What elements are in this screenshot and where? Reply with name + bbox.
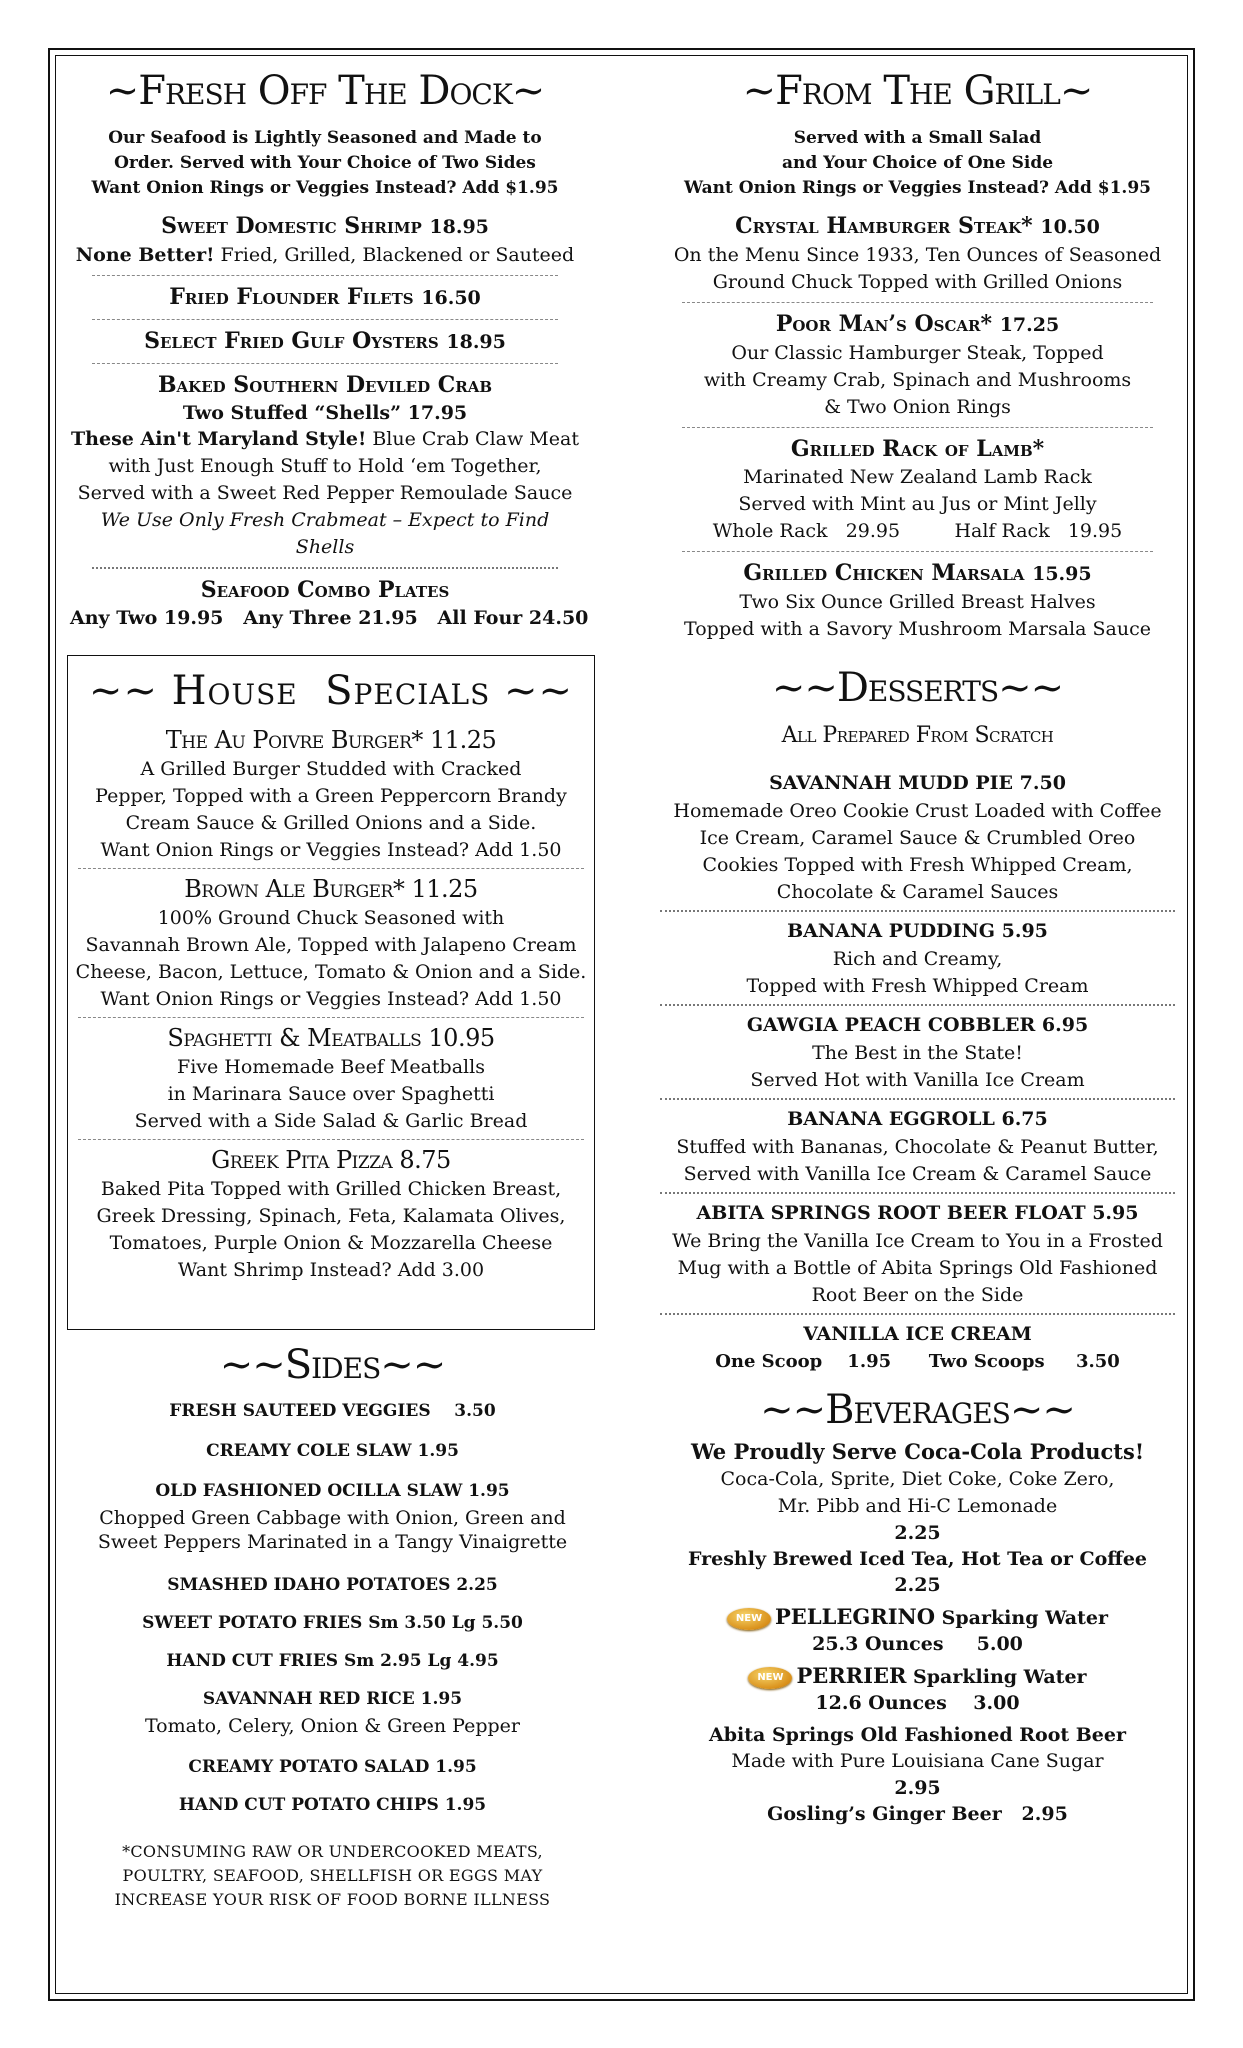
perrier-size: 12.6 Ounces 3.00 <box>815 1692 1020 1714</box>
dock-intro <box>70 126 580 201</box>
coke-price: 2.25 <box>894 1522 941 1544</box>
divider <box>92 363 558 364</box>
side-item: HAND CUT POTATO CHIPS 1.95 <box>178 1795 487 1815</box>
steak-desc <box>660 242 1175 296</box>
shrimp-name: Sweet Domestic Shrimp <box>161 213 422 239</box>
spaghetti-line: in Marinara Sauce over Spaghetti <box>167 1083 495 1105</box>
sides-section <box>70 1340 595 1912</box>
crab-title: Baked Southern Deviled Crab <box>157 372 493 398</box>
desserts-subtitle: All Prepared From Scratch <box>781 723 1054 748</box>
oysters-name: Select Fried Gulf Oysters <box>144 328 439 354</box>
brown-ale-title: Brown Ale Burger* 11.25 <box>184 875 478 903</box>
lamb-desc <box>660 464 1175 545</box>
brown-ale-line: Cheese, Bacon, Lettuce, Tomato & Onion and a Side. <box>75 961 587 983</box>
divider <box>682 551 1153 552</box>
lamb-prices: Whole Rack 29.95 Half Rack 19.95 <box>712 520 1123 542</box>
eggroll-line: Stuffed with Bananas, Chocolate & Peanut Butter, <box>676 1136 1159 1158</box>
greek-pita-line: Greek Dressing, Spinach, Feta, Kalamata Olives, <box>96 1205 566 1227</box>
coke-line: Coca-Cola, Sprite, Diet Coke, Coke Zero, <box>720 1468 1115 1490</box>
divider <box>92 567 558 569</box>
fresh-off-dock-section <box>70 60 589 631</box>
grill-intro-line: and Your Choice of One Side <box>781 153 1054 173</box>
shrimp-title <box>70 211 580 242</box>
divider <box>660 910 1175 912</box>
dock-intro-line: Order. Served with Your Choice of Two Sides <box>114 153 536 173</box>
ice-cream-title: VANILLA ICE CREAM <box>803 1323 1032 1345</box>
house-specials-title: ~~ House Specials ~~ <box>88 668 574 714</box>
shrimp-price: 18.95 <box>429 216 489 238</box>
steak-name: Crystal Hamburger Steak* <box>735 213 1033 239</box>
spaghetti-title: Spaghetti & Meatballs 10.95 <box>167 1024 495 1052</box>
float-title: ABITA SPRINGS ROOT BEER FLOAT 5.95 <box>696 1202 1139 1224</box>
float-line: Root Beer on the Side <box>811 1284 1024 1306</box>
combo-prices: Any Two 19.95 Any Three 21.95 All Four 24.50 <box>70 607 589 629</box>
new-badge-icon: NEW <box>727 1608 771 1630</box>
oysters-price: 18.95 <box>446 331 506 353</box>
dock-intro-line: Our Seafood is Lightly Seasoned and Made to <box>108 128 542 148</box>
perrier-desc: Sparkling Water <box>906 1666 1087 1688</box>
divider <box>660 1098 1175 1100</box>
lamb-title: Grilled Rack of Lamb* <box>790 436 1045 462</box>
tea-title: Freshly Brewed Iced Tea, Hot Tea or Coffee <box>687 1548 1148 1570</box>
pudding-desc <box>660 946 1175 1000</box>
divider <box>92 275 558 276</box>
divider <box>78 1017 584 1018</box>
greek-pita-line: Want Shrimp Instead? Add 3.00 <box>177 1259 485 1281</box>
shrimp-desc <box>70 242 580 269</box>
ice-cream-prices: One Scoop 1.95 Two Scoops 3.50 <box>715 1351 1120 1372</box>
spaghetti-line: Five Homemade Beef Meatballs <box>177 1056 485 1078</box>
steak-title <box>660 211 1175 242</box>
side-item: SWEET POTATO FRIES Sm 3.50 Lg 5.50 <box>142 1613 523 1633</box>
steak-line: On the Menu Since 1933, Ten Ounces of Seasoned <box>673 244 1162 266</box>
sides-title: ~~Sides~~ <box>219 1342 446 1388</box>
gosling-row: Gosling’s Ginger Beer 2.95 <box>767 1803 1068 1825</box>
pellegrino-desc: Sparking Water <box>935 1607 1108 1629</box>
eggroll-line: Served with Vanilla Ice Cream & Caramel Sauce <box>683 1163 1152 1185</box>
house-specials-box <box>67 655 595 1330</box>
cobbler-title: GAWGIA PEACH COBBLER 6.95 <box>746 1014 1089 1036</box>
side-item: HAND CUT FRIES Sm 2.95 Lg 4.95 <box>166 1651 499 1671</box>
side-item: OLD FASHIONED OCILLA SLAW 1.95 <box>155 1481 510 1501</box>
pellegrino-name: PELLEGRINO <box>775 1604 936 1629</box>
side-item: SMASHED IDAHO POTATOES 2.25 <box>167 1575 498 1595</box>
dock-intro-line: Want Onion Rings or Veggies Instead? Add $1.95 <box>91 178 559 198</box>
crab-sub: Two Stuffed “Shells” 17.95 <box>182 402 468 424</box>
pellegrino-size: 25.3 Ounces 5.00 <box>812 1633 1023 1655</box>
au-poivre-title: The Au Poivre Burger* 11.25 <box>165 726 497 754</box>
float-desc <box>660 1228 1175 1309</box>
crab-desc-line: with Just Enough Stuff to Hold ‘em Together, <box>108 455 542 477</box>
oscar-line: & Two Onion Rings <box>824 396 1011 418</box>
coke-line: Mr. Pibb and Hi-C Lemonade <box>777 1495 1058 1517</box>
eggroll-title: BANANA EGGROLL 6.75 <box>787 1108 1048 1130</box>
rice-desc: Tomato, Celery, Onion & Green Pepper <box>144 1715 521 1737</box>
pellegrino-row <box>660 1604 1175 1631</box>
disclaimer-line: INCREASE YOUR RISK OF FOOD BORNE ILLNESS <box>114 1890 551 1909</box>
ocilla-desc-line: Sweet Peppers Marinated in a Tangy Vinaigrette <box>97 1531 568 1553</box>
crab-desc-line <box>70 426 580 453</box>
divider <box>660 1313 1175 1315</box>
oscar-desc <box>660 340 1175 421</box>
disclaimer-line: *CONSUMING RAW OR UNDERCOOKED MEATS, <box>122 1842 543 1861</box>
oysters-title <box>70 326 580 357</box>
abita-price: 2.95 <box>894 1777 941 1799</box>
chicken-desc <box>660 589 1175 643</box>
flounder-price: 16.50 <box>421 287 481 309</box>
right-column <box>660 60 1175 1827</box>
crab-lead: These Ain't Maryland Style! <box>71 428 367 450</box>
flounder-title <box>70 282 580 313</box>
crab-note: We Use Only Fresh Crabmeat – Expect to Find Shells <box>100 509 550 558</box>
mudd-pie-desc <box>660 798 1175 906</box>
greek-pita-title: Greek Pita Pizza 8.75 <box>211 1146 451 1174</box>
greek-pita-desc <box>68 1176 594 1284</box>
divider <box>682 302 1153 303</box>
mudd-pie-line: Homemade Oreo Cookie Crust Loaded with Coffee <box>673 800 1162 822</box>
divider <box>78 1139 584 1140</box>
new-badge-icon: NEW <box>748 1667 792 1689</box>
pudding-line: Topped with Fresh Whipped Cream <box>746 975 1089 997</box>
greek-pita-line: Tomatoes, Purple Onion & Mozzarella Cheese <box>109 1232 553 1254</box>
cobbler-line: Served Hot with Vanilla Ice Cream <box>750 1069 1085 1091</box>
oscar-line: Our Classic Hamburger Steak, Topped <box>731 342 1104 364</box>
oscar-price: 17.25 <box>999 314 1060 336</box>
steak-price: 10.50 <box>1040 216 1100 238</box>
shrimp-lead: None Better! <box>75 244 215 266</box>
brown-ale-line: Want Onion Rings or Veggies Instead? Add 1.50 <box>100 988 562 1010</box>
disclaimer-line: POULTRY, SEAFOOD, SHELLFISH OR EGGS MAY <box>122 1866 543 1885</box>
grill-title: ~From The Grill~ <box>742 68 1093 114</box>
crab-desc-line: Served with a Sweet Red Pepper Remoulade Sauce <box>77 482 573 504</box>
spaghetti-desc <box>68 1054 594 1135</box>
side-item: FRESH SAUTEED VEGGIES 3.50 <box>169 1401 496 1421</box>
side-item: SAVANNAH RED RICE 1.95 <box>202 1689 463 1709</box>
abita-desc: Made with Pure Louisiana Cane Sugar <box>731 1750 1104 1772</box>
brown-ale-desc <box>68 905 594 1013</box>
chicken-line: Topped with a Savory Mushroom Marsala Sauce <box>684 618 1151 640</box>
oscar-name: Poor Man’s Oscar* <box>775 311 993 337</box>
divider <box>92 319 558 320</box>
oscar-title <box>660 309 1175 340</box>
shrimp-desc-text: Fried, Grilled, Blackened or Sauteed <box>214 244 575 266</box>
greek-pita-line: Baked Pita Topped with Grilled Chicken Breast, <box>100 1178 562 1200</box>
coke-desc <box>660 1466 1175 1520</box>
chicken-price: 15.95 <box>1032 563 1092 585</box>
crab-desc <box>70 426 580 561</box>
beverages-title: ~~Beverages~~ <box>760 1387 1075 1433</box>
perrier-row <box>660 1663 1175 1690</box>
tea-price: 2.25 <box>894 1574 941 1596</box>
desserts-title: ~~Desserts~~ <box>771 665 1064 711</box>
au-poivre-line: Pepper, Topped with a Green Peppercorn Brandy <box>95 785 567 807</box>
au-poivre-desc <box>68 756 594 864</box>
chicken-title <box>660 558 1175 589</box>
grill-intro <box>660 126 1175 201</box>
dock-title: ~Fresh Off The Dock~ <box>105 68 545 114</box>
grill-intro-line: Served with a Small Salad <box>793 128 1042 148</box>
spaghetti-line: Served with a Side Salad & Garlic Bread <box>134 1110 528 1132</box>
raw-food-disclaimer <box>70 1840 595 1912</box>
pudding-line: Rich and Creamy, <box>832 948 1003 970</box>
divider <box>682 427 1153 428</box>
mudd-pie-line: Cookies Topped with Fresh Whipped Cream, <box>702 854 1133 876</box>
grill-intro-line: Want Onion Rings or Veggies Instead? Add $1.95 <box>684 178 1151 198</box>
coke-title: We Proudly Serve Coca-Cola Products! <box>690 1439 1145 1464</box>
ocilla-desc <box>70 1506 595 1554</box>
eggroll-desc <box>660 1134 1175 1188</box>
lamb-line: Marinated New Zealand Lamb Rack <box>743 466 1092 488</box>
side-item: CREAMY POTATO SALAD 1.95 <box>188 1757 477 1777</box>
brown-ale-line: Savannah Brown Ale, Topped with Jalapeno Cream <box>85 934 577 956</box>
divider <box>660 1192 1175 1194</box>
chicken-name: Grilled Chicken Marsala <box>743 560 1025 586</box>
au-poivre-line: Cream Sauce & Grilled Onions and a Side. <box>125 812 537 834</box>
cobbler-desc <box>660 1040 1175 1094</box>
cobbler-line: The Best in the State! <box>812 1042 1023 1064</box>
mudd-pie-title: SAVANNAH MUDD PIE 7.50 <box>769 772 1066 794</box>
flounder-name: Fried Flounder Filets <box>169 284 414 310</box>
oscar-line: with Creamy Crab, Spinach and Mushrooms <box>703 369 1132 391</box>
au-poivre-line: A Grilled Burger Studded with Cracked <box>140 758 522 780</box>
abita-title: Abita Springs Old Fashioned Root Beer <box>709 1724 1126 1746</box>
lamb-line: Served with Mint au Jus or Mint Jelly <box>738 493 1097 515</box>
mudd-pie-line: Ice Cream, Caramel Sauce & Crumbled Oreo <box>699 827 1136 849</box>
divider <box>78 868 584 869</box>
float-line: We Bring the Vanilla Ice Cream to You in a Frosted <box>672 1230 1163 1252</box>
pudding-title: BANANA PUDDING 5.95 <box>787 920 1048 942</box>
ocilla-desc-line: Chopped Green Cabbage with Onion, Green and <box>99 1507 566 1529</box>
side-item: CREAMY COLE SLAW 1.95 <box>206 1441 459 1461</box>
perrier-name: PERRIER <box>796 1663 907 1688</box>
float-line: Mug with a Bottle of Abita Springs Old Fashioned <box>677 1257 1158 1279</box>
au-poivre-line: Want Onion Rings or Veggies Instead? Add 1.50 <box>100 839 562 861</box>
combo-title: Seafood Combo Plates <box>200 577 450 603</box>
divider <box>660 1004 1175 1006</box>
mudd-pie-line: Chocolate & Caramel Sauces <box>776 881 1059 903</box>
chicken-line: Two Six Ounce Grilled Breast Halves <box>739 591 1096 613</box>
brown-ale-line: 100% Ground Chuck Seasoned with <box>157 907 505 929</box>
steak-line: Ground Chuck Topped with Grilled Onions <box>712 271 1123 293</box>
crab-desc-text: Blue Crab Claw Meat <box>366 428 579 450</box>
